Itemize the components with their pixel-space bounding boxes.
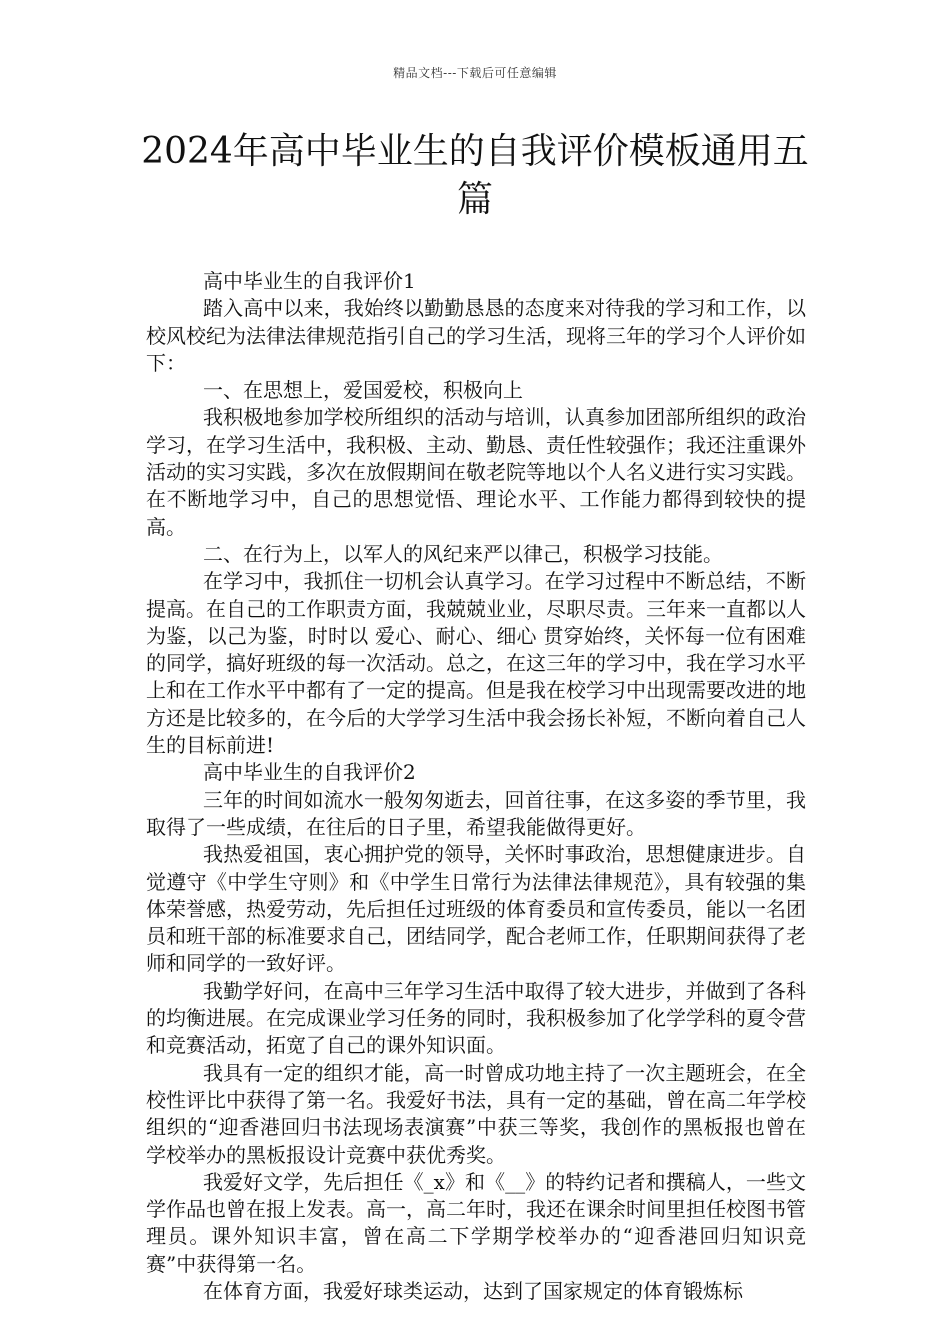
paragraph: 踏入高中以来，我始终以勤勤恳恳的态度来对待我的学习和工作，以校风校纪为法律法律规范指引自己的学习生活，现将三年的学习个人评价如下： (146, 296, 806, 375)
paragraph: 我爱好文学，先后担任《_x》和《__》的特约记者和撰稿人，一些文学作品也曾在报上发表。高一，高二年时，我还在课余时间里担任校图书管理员。课外知识丰富，曾在高二下学期学校举办的“迎香港回归知识竞赛”中获得第一名。 (146, 1169, 806, 1276)
section-heading-1: 高中毕业生的自我评价1 (203, 269, 416, 293)
section-heading-2: 高中毕业生的自我评价2 (203, 760, 416, 785)
paragraph: 我积极地参加学校所组织的活动与培训，认真参加团部所组织的政治学习，在学习生活中，我积极、主动、勤恳、责任性较强作；我还注重课外活动的实习实践，多次在放假期间在敬老院等地以个人名义进行实习实践。在不断地学习中，自己的思想觉悟、理论水平、工作能力都得到较快的提高。 (146, 405, 806, 539)
paragraph: 三年的时间如流水一般匆匆逝去，回首往事，在这多姿的季节里，我取得了一些成绩，在往后的日子里，希望我能做得更好。 (146, 787, 806, 839)
paragraph: 我热爱祖国，衷心拥护党的领导，关怀时事政治，思想健康进步。自觉遵守《中学生守则》和《中学生日常行为法律法律规范》，具有较强的集体荣誉感，热爱劳动，先后担任过班级的体育委员和宣传委员，能以一名团员和班干部的标准要求自己，团结同学，配合老师工作，任职期间获得了老师和同学的一致好评。 (146, 842, 806, 976)
paragraph: 我具有一定的组织才能，高一时曾成功地主持了一次主题班会，在全校性评比中获得了第一名。我爱好书法，具有一定的基础，曾在高二年学校组织的“迎香港回归书法现场表演赛”中获三等奖，我创作的黑板报也曾在学校举办的黑板报设计竞赛中获优秀奖。 (146, 1060, 806, 1167)
header-note: 精品文档---下载后可任意编辑 (393, 66, 557, 80)
document-body (146, 268, 806, 1305)
sub-heading: 二、在行为上，以军人的风纪来严以律己，积极学习技能。 (203, 541, 723, 566)
paragraph: 我勤学好问，在高中三年学习生活中取得了较大进步，并做到了各科的均衡进展。在完成课业学习任务的同时，我积极参加了化学学科的夏令营和竞赛活动，拓宽了自己的课外知识面。 (146, 978, 806, 1058)
document-title: 2024年高中毕业生的自我评价模板通用五篇 (141, 131, 809, 220)
sub-heading: 一、在思想上，爱国爱校，积极向上 (203, 378, 523, 403)
paragraph: 在体育方面，我爱好球类运动，达到了国家规定的体育锻炼标 (203, 1278, 743, 1303)
paragraph: 在学习中，我抓住一切机会认真学习。在学习过程中不断总结，不断提高。在自己的工作职责方面，我兢兢业业，尽职尽责。三年来一直都以人为鉴，以己为鉴，时时以 爱心、耐心、细心 贯穿始终，关怀每一位有困难的同学，搞好班级的每一次活动。总之，在这三年的学习中，我在学习水平上和在工作水平中都有了一定的提高。但是我在校学习中出现需要改进的地方还是比较多的，在今后的大学学习生活中我会扬长补短，不断向着自己人生的目标前进! (146, 569, 806, 758)
